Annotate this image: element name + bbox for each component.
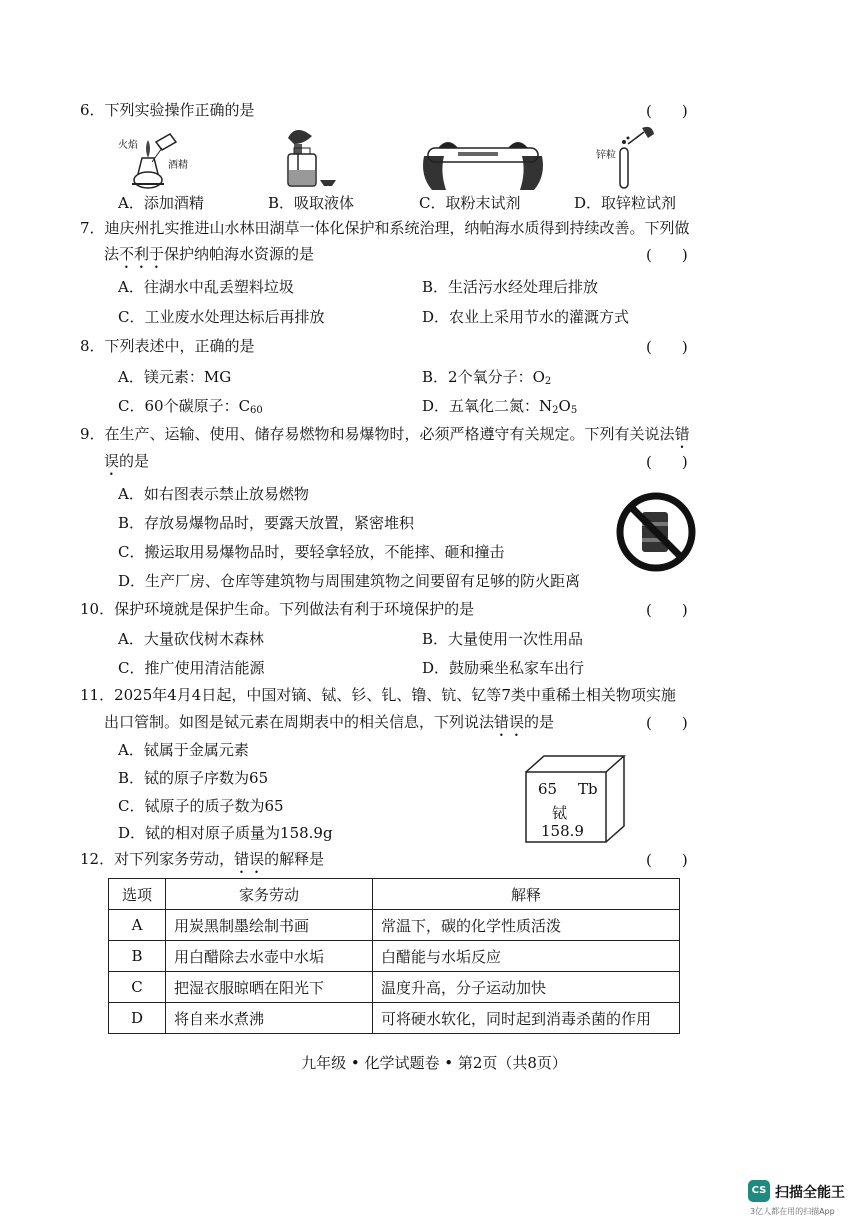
q8-option-b: B．2个氧分子：$O_2$ [422,368,552,387]
fig-label-flame: 火焰 [118,140,138,151]
q11-stem-line2: 出口管制。如图是铽元素在周期表中的相关信息，下列说法错误的是 [104,713,555,731]
element-atomic-number: 65 [538,780,558,798]
dropper-bottle-illustration [280,124,360,190]
q11-option-d: D．铽的相对原子质量为158.9g [118,824,333,842]
table-cell: C [109,972,166,1003]
q9-option-c: C．搬运取用易爆物品时，要轻拿轻放，不能摔、砸和撞击 [118,543,505,561]
q8-option-a: A．镁元素：MG [118,368,232,386]
table-row [109,941,680,972]
q11-stem-line1: 11．2025年4月4日起，中国对镝、铽、钐、钆、镥、钪、钇等7类中重稀土相关物项实施 [80,686,676,704]
table-cell: 可将硬水软化，同时起到消毒杀菌的作用 [373,1003,680,1034]
q6-stem: 6．下列实验操作正确的是 [80,101,255,119]
element-symbol: Tb [578,780,598,798]
q9-option-a: A．如右图表示禁止放易燃物 [118,485,309,503]
table-header: 选项 [109,879,166,910]
watermark-name: 扫描全能王 [775,1185,845,1201]
table-cell: B [109,941,166,972]
q10-option-a: A．大量砍伐树木森林 [118,630,264,648]
q6-answer-paren: ( ) [646,102,688,120]
q10-stem: 10．保护环境就是保护生命。下列做法有利于环境保护的是 [80,600,475,618]
q9-option-d: D．生产厂房、仓库等建筑物与周围建筑物之间要留有足够的防火距离 [118,572,581,590]
q9-stem-line1: 9．在生产、运输、使用、储存易燃物和易爆物时，必须严格遵守有关规定。下列有关说法错 [80,425,690,443]
q8-option-c: C．60个碳原子：$C_{60}$ [118,397,263,416]
q11-option-c: C．铽原子的质子数为65 [118,797,284,815]
q6-option-b: B．吸取液体 [268,194,355,212]
q9-stem-line2: 误的是 [104,452,150,470]
table-cell: 常温下，碳的化学性质活泼 [373,910,680,941]
q12-table [108,878,680,1034]
q10-option-c: C．推广使用清洁能源 [118,659,265,677]
powder-tube-illustration [418,126,548,192]
q12-stem: 12．对下列家务劳动，错误的解释是 [80,850,325,868]
q7-answer-paren: ( ) [646,246,688,264]
no-flammables-sign-icon [614,490,698,574]
table-cell: 用炭黑制墨绘制书画 [166,910,373,941]
q6-option-d: D．取锌粒试剂 [574,194,677,212]
table-cell: 用白醋除去水壶中水垢 [166,941,373,972]
camscanner-logo-icon: CS [748,1180,770,1202]
page-footer: 九年级 • 化学试题卷 • 第2页（共8页） [301,1054,567,1072]
table-cell: 温度升高，分子运动加快 [373,972,680,1003]
q10-answer-paren: ( ) [646,601,688,619]
q12-answer-paren: ( ) [646,851,688,869]
q7-option-c: C．工业废水处理达标后再排放 [118,308,325,326]
table-header: 解释 [373,879,680,910]
q9-option-b: B．存放易爆物品时，要露天放置，紧密堆积 [118,514,415,532]
fig-label-alcohol: 酒精 [168,160,188,171]
fig-label-zinc: 锌粒 [596,150,616,161]
q7-stem-line2: 法不利于保护纳帕海水资源的是 [104,245,315,263]
table-row [109,910,680,941]
q11-answer-paren: ( ) [646,714,688,732]
q7-option-b: B．生活污水经处理后排放 [422,278,599,296]
table-header: 家务劳动 [166,879,373,910]
q7-emphasis: 不利于 [119,245,165,263]
table-header-row [109,879,680,910]
q7-option-a: A．往湖水中乱丢塑料垃圾 [118,278,294,296]
q8-stem: 8．下列表述中，正确的是 [80,337,255,355]
q11-option-a: A．铽属于金属元素 [118,741,249,759]
element-name: 铽 [552,804,568,822]
table-cell: 白醋能与水垢反应 [373,941,680,972]
table-row [109,972,680,1003]
q8-option-d: D．五氧化二氮：$N_2O_5$ [422,397,578,416]
table-cell: A [109,910,166,941]
q10-option-d: D．鼓励乘坐私家车出行 [422,659,585,677]
q9-answer-paren: ( ) [646,453,688,471]
q7-option-d: D．农业上采用节水的灌溉方式 [422,308,630,326]
table-row [109,1003,680,1034]
table-cell: 将自来水煮沸 [166,1003,373,1034]
q6-option-a: A．添加酒精 [118,194,204,212]
table-cell: D [109,1003,166,1034]
table-cell: 把湿衣服晾晒在阳光下 [166,972,373,1003]
element-mass: 158.9 [541,822,584,840]
watermark-tagline: 3亿人都在用的扫描App [750,1207,835,1216]
q11-option-b: B．铽的原子序数为65 [118,769,269,787]
q7-stem-line1: 7．迪庆州扎实推进山水林田湖草一体化保护和系统治理，纳帕海水质得到持续改善。下列做 [80,219,690,237]
q10-option-b: B．大量使用一次性用品 [422,630,584,648]
q6-option-c: C．取粉末试剂 [419,194,521,212]
q8-answer-paren: ( ) [646,338,688,356]
